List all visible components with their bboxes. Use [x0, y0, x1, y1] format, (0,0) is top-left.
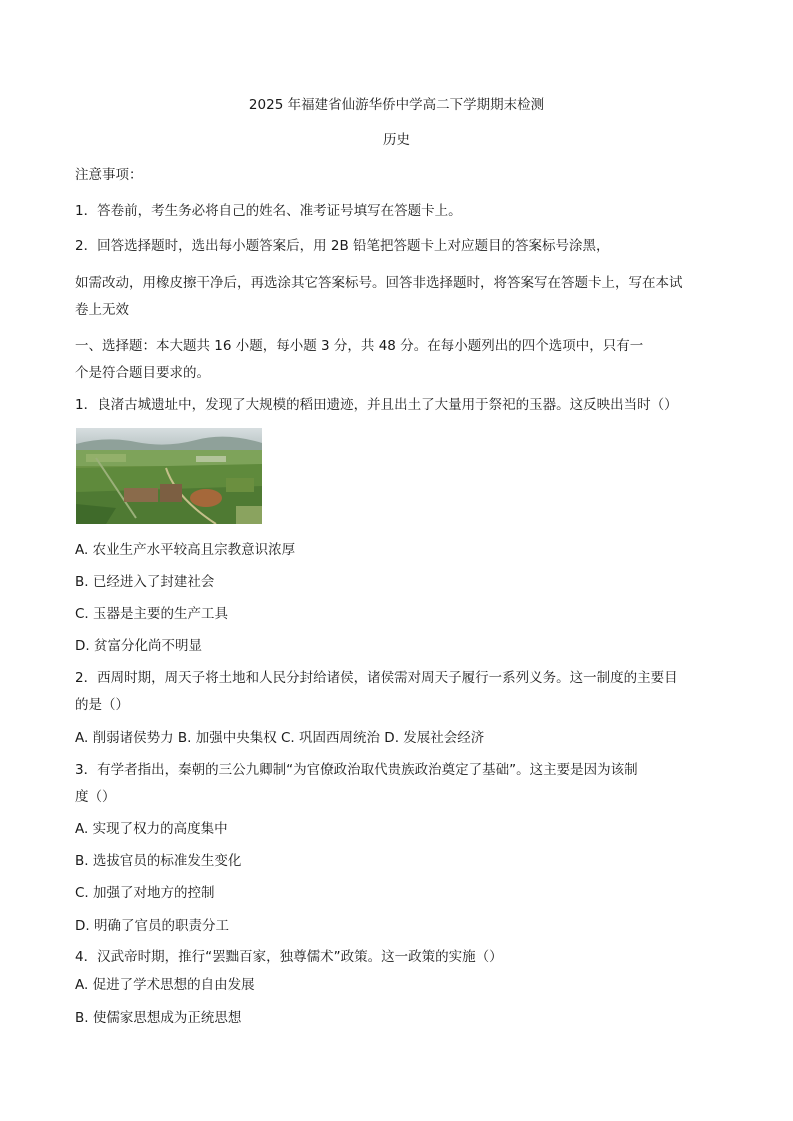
subject-title: 历史 [383, 132, 410, 148]
notice-item-1: 1．答卷前，考生务必将自己的姓名、准考证号填写在答题卡上。 [75, 203, 462, 219]
question-2-options: A. 削弱诸侯势力 B. 加强中央集权 C. 巩固西周统治 D. 发展社会经济 [75, 730, 485, 746]
notice-item-2-end: 卷上无效 [75, 302, 129, 318]
section-intro-continued: 个是符合题目要求的。 [75, 365, 210, 381]
question-2-stem: 2．西周时期，周天子将土地和人民分封给诸侯，诸侯需对周天子履行一系列义务。这一制度的主要目 [75, 670, 678, 686]
question-3-option-b: B. 选拔官员的标准发生变化 [75, 853, 242, 869]
question-3-option-d: D. 明确了官员的职责分工 [75, 918, 229, 934]
section-intro: 一、选择题：本大题共 16 小题，每小题 3 分，共 48 分。在每小题列出的四个选项中，只有一 [75, 338, 644, 354]
question-2-stem-continued: 的是（） [75, 697, 129, 713]
question-1-option-c: C. 玉器是主要的生产工具 [75, 606, 229, 622]
question-1-stem: 1．良渚古城遗址中，发现了大规模的稻田遗迹，并且出土了大量用于祭祀的玉器。这反映出当时（） [75, 397, 678, 413]
question-4-option-b: B. 使儒家思想成为正统思想 [75, 1010, 242, 1026]
notice-item-2: 2．回答选择题时，选出每小题答案后，用 2B 铅笔把答题卡上对应题目的答案标号涂黑， [75, 238, 610, 254]
question-1-option-d: D. 贫富分化尚不明显 [75, 638, 202, 654]
question-4-option-a: A. 促进了学术思想的自由发展 [75, 977, 255, 993]
question-1-option-a: A. 农业生产水平较高且宗教意识浓厚 [75, 542, 296, 558]
question-1-option-b: B. 已经进入了封建社会 [75, 574, 215, 590]
question-3-option-a: A. 实现了权力的高度集中 [75, 821, 228, 837]
question-3-option-c: C. 加强了对地方的控制 [75, 885, 215, 901]
exam-title: 2025 年福建省仙游华侨中学高二下学期期末检测 [248, 97, 545, 113]
question-3-stem: 3．有学者指出，秦朝的三公九卿制“为官僚政治取代贵族政治奠定了基础”。这主要是因为该制 [75, 762, 638, 778]
question-3-stem-continued: 度（） [75, 789, 116, 805]
notice-heading: 注意事项： [75, 167, 143, 183]
question-4-stem: 4．汉武帝时期，推行“罢黜百家，独尊儒术”政策。这一政策的实施（） [75, 949, 503, 965]
liangzhu-site-photo [76, 428, 262, 524]
notice-item-2-continued: 如需改动，用橡皮擦干净后，再选涂其它答案标号。回答非选择题时，将答案写在答题卡上，写在本试 [75, 275, 683, 291]
